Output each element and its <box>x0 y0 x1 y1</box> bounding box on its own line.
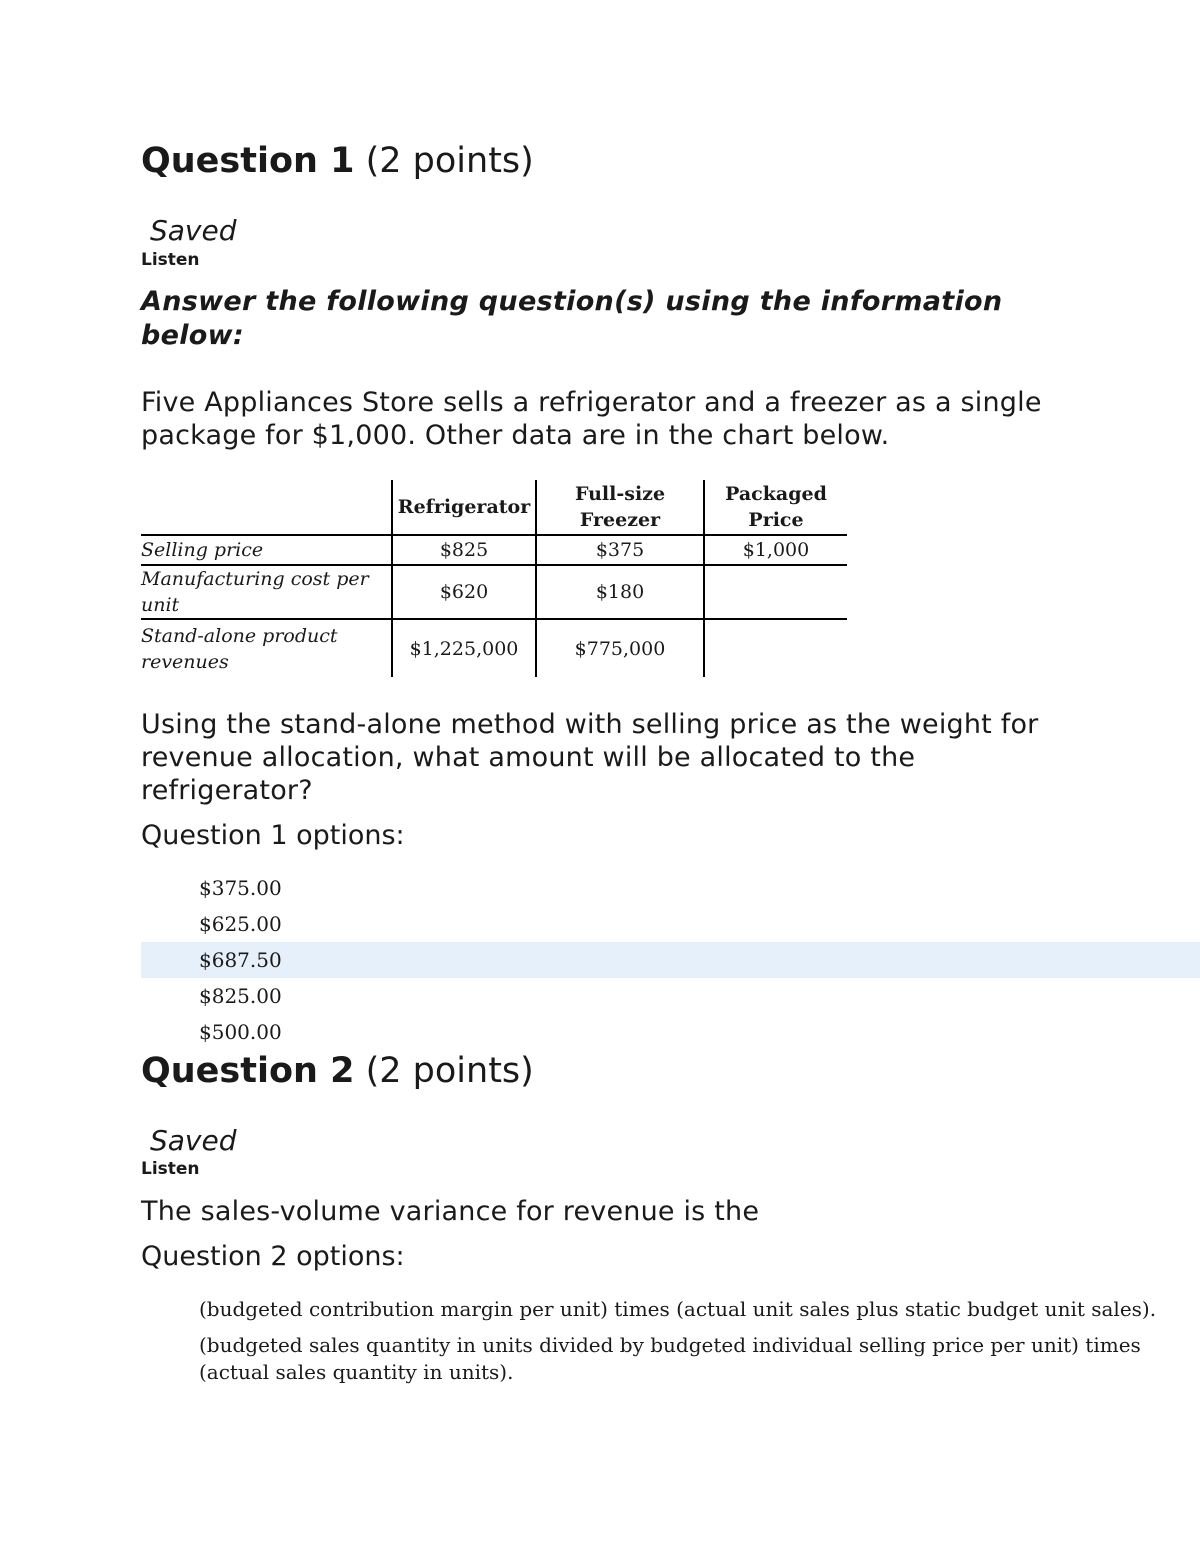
data-table <box>141 480 847 677</box>
question-1-option-selected[interactable] <box>141 942 1200 978</box>
question-1-listen-button[interactable]: Listen <box>141 250 200 270</box>
table-cell: $775,000 <box>574 637 666 660</box>
question-1-title <box>141 141 534 181</box>
question-1-scenario: Five Appliances Store sells a refrigerator and a freezer as a single package for $1,000. Other data are in the chart below. <box>141 387 1042 451</box>
question-1-saved-status: Saved <box>150 214 237 247</box>
table-cell: $375 <box>595 539 645 561</box>
question-1-intro: Answer the following question(s) using the information below: <box>141 286 1003 351</box>
option-text: $500.00 <box>199 1020 282 1044</box>
question-1-option[interactable] <box>141 870 1200 906</box>
question-1-points: (2 points) <box>365 141 534 181</box>
table-cell: $825 <box>439 539 489 561</box>
table-header-refrigerator: Refrigerator <box>397 496 531 518</box>
table-cell: $1,225,000 <box>409 637 519 660</box>
question-1-options-label: Question 1 options: <box>141 820 405 851</box>
question-1-label: Question 1 <box>141 141 355 181</box>
table-row-label-manufacturing-cost: Manufacturing cost per unit <box>141 568 369 616</box>
question-2-options-label: Question 2 options: <box>141 1241 405 1272</box>
option-text: $825.00 <box>199 984 282 1008</box>
table-cell: $1,000 <box>742 539 810 561</box>
option-text: $687.50 <box>199 948 282 972</box>
question-1-option[interactable] <box>141 906 1200 942</box>
table-row-label-selling-price: Selling price <box>141 539 264 561</box>
question-1-option[interactable] <box>141 1014 1200 1050</box>
table-row-label-stand-alone-revenues: Stand-alone product revenues <box>141 624 338 673</box>
table-cell <box>705 566 847 618</box>
question-1-option[interactable] <box>141 978 1200 1014</box>
question-1-prompt: Using the stand-alone method with selling price as the weight for revenue allocation, what amount will be allocated to the refrigerator? <box>141 709 1039 806</box>
table-cell: $180 <box>595 581 645 603</box>
table-cell: $620 <box>439 581 489 603</box>
question-2-listen-button[interactable]: Listen <box>141 1159 200 1179</box>
question-2-label: Question 2 <box>141 1051 355 1091</box>
table-header-packaged-price: Packaged Price <box>725 483 827 531</box>
option-text: $625.00 <box>199 912 282 936</box>
question-2-saved-status: Saved <box>150 1124 237 1157</box>
table-cell <box>705 620 847 677</box>
question-2-points: (2 points) <box>365 1051 534 1091</box>
table-header-freezer: Full-size Freezer <box>574 483 666 531</box>
question-2-option[interactable]: (budgeted sales quantity in units divided by budgeted individual selling price per unit) times (actual sales quantity in units). <box>199 1333 1141 1384</box>
option-text: $375.00 <box>199 876 282 900</box>
question-2-prompt: The sales-volume variance for revenue is the <box>141 1196 760 1227</box>
question-2-title <box>141 1051 534 1091</box>
question-2-option[interactable]: (budgeted contribution margin per unit) times (actual unit sales plus static budget unit sales). <box>199 1297 1157 1321</box>
